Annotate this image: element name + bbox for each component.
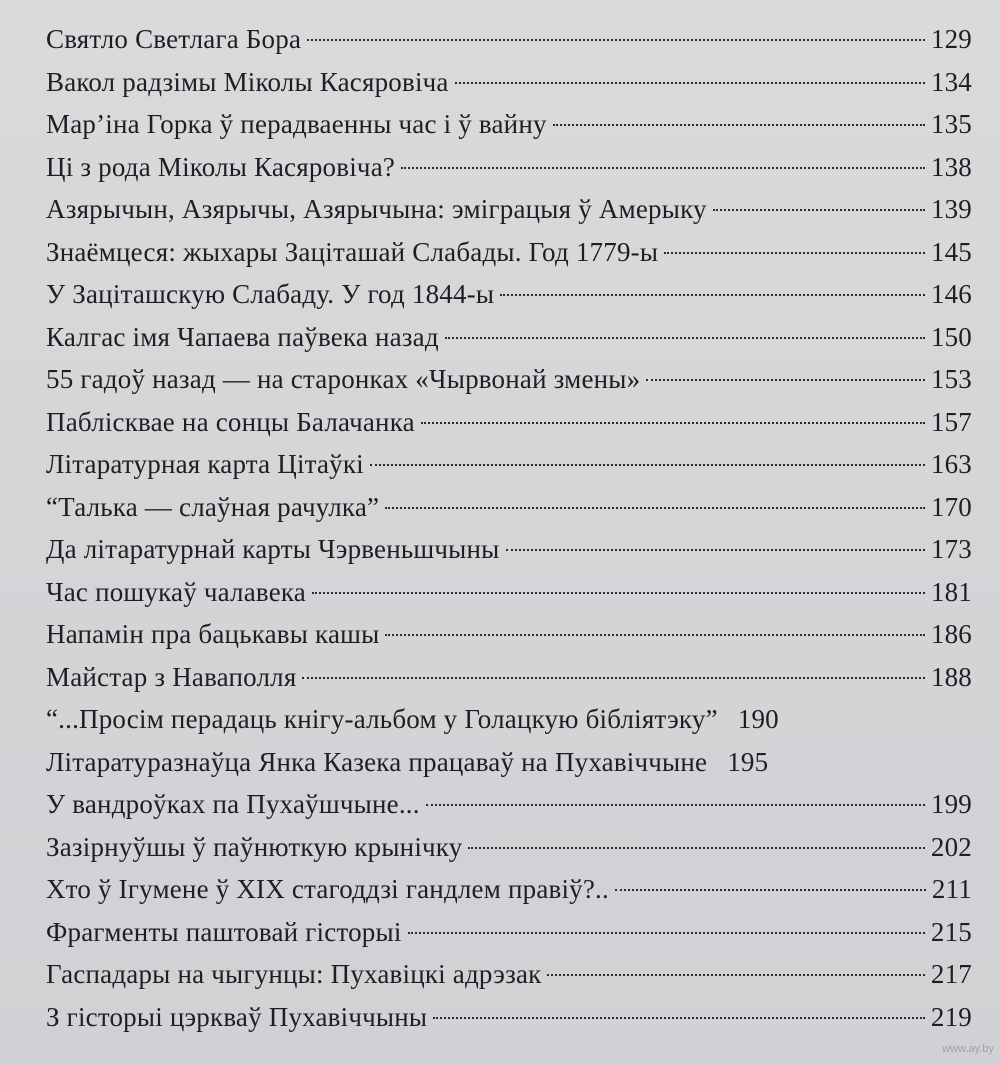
site-watermark: www.ay.by — [942, 1043, 994, 1055]
toc-entry — [46, 783, 972, 826]
toc-entry — [46, 316, 972, 359]
toc-page-number: 157 — [930, 406, 972, 437]
toc-dot-leader — [615, 889, 926, 891]
toc-page-number: 163 — [930, 449, 972, 479]
toc-entry — [46, 273, 972, 316]
toc-dot-leader — [401, 167, 925, 169]
toc-entry — [46, 656, 972, 699]
toc-entry — [46, 443, 972, 486]
toc-dot-leader — [385, 507, 925, 509]
toc-dot-leader — [385, 634, 924, 636]
toc-dot-leader — [553, 124, 925, 126]
toc-entry-title: Ці з рода Міколы Касяровіча? — [46, 151, 396, 182]
toc-dot-leader — [426, 804, 925, 806]
toc-page-number: 188 — [930, 661, 972, 692]
toc-entry — [46, 613, 972, 656]
toc-page-number: 138 — [930, 151, 972, 182]
toc-dot-leader — [408, 932, 925, 934]
toc-entry — [46, 358, 972, 401]
toc-entry-title: “...Просім перадаць кнігу-альбом у Голацкую бібліятэку” — [46, 704, 718, 734]
toc-page-number: 217 — [930, 959, 972, 989]
toc-dot-leader — [500, 294, 925, 296]
toc-dot-leader — [312, 592, 925, 594]
toc-entry — [46, 528, 972, 571]
toc-entry — [46, 146, 972, 189]
toc-dot-leader — [468, 847, 924, 849]
toc-entry-title: Зазірнуўшы ў паўнюткую крынічку — [46, 831, 463, 862]
toc-entry — [46, 826, 972, 869]
toc-dot-leader — [370, 464, 925, 466]
toc-entry-title: Напамін пра бацькавы кашы — [46, 619, 380, 649]
toc-page-number: 134 — [930, 66, 972, 97]
toc-page-number: 181 — [930, 576, 972, 607]
toc-page-number: 211 — [931, 874, 972, 904]
toc-page-number: 145 — [930, 236, 972, 267]
toc-dot-leader — [433, 1017, 925, 1019]
toc-entry-title: Мар’іна Горка ў перадваенны час і ў вайну — [46, 109, 547, 139]
toc-page-number: 173 — [930, 534, 972, 564]
toc-entry — [46, 698, 972, 741]
toc-entry-title: Вакол радзімы Міколы Касяровіча — [46, 66, 449, 97]
toc-entry-title: Азярычын, Азярычы, Азярычына: эміграцыя ў Амерыку — [46, 194, 707, 224]
toc-page-number: 190 — [737, 704, 779, 734]
toc-dot-leader — [455, 82, 925, 84]
toc-page-number: 139 — [930, 194, 972, 224]
toc-entry — [46, 911, 972, 954]
toc-dot-leader — [302, 677, 924, 679]
toc-page-number: 219 — [930, 1001, 972, 1032]
toc-entry — [46, 188, 972, 231]
toc-entry-title: Гаспадары на чыгунцы: Пухавіцкі адрэзак — [46, 959, 542, 989]
toc-entry-title: Паблісквае на сонцы Балачанка — [46, 406, 415, 437]
toc-page-number: 150 — [930, 321, 972, 352]
toc-entry-title: “Талька — слаўная рачулка” — [46, 491, 380, 522]
toc-entry — [46, 18, 972, 61]
toc-entry — [46, 231, 972, 274]
toc-entry — [46, 486, 972, 529]
toc-entry — [46, 996, 972, 1039]
toc-page-number: 129 — [930, 24, 972, 54]
toc-entry-title: Літаратурная карта Цітаўкі — [46, 449, 364, 479]
toc-dot-leader — [646, 379, 925, 381]
toc-entry — [46, 953, 972, 996]
toc-entry-title: З гісторыі цэркваў Пухавіччыны — [46, 1001, 428, 1032]
toc-page-number: 202 — [930, 831, 972, 862]
table-of-contents — [46, 18, 972, 1038]
toc-dot-leader — [713, 209, 925, 211]
toc-entry-title: У Заціташскую Слабаду. У год 1844-ы — [46, 279, 495, 309]
toc-page-number: 146 — [930, 279, 972, 309]
toc-page-number: 199 — [930, 789, 972, 819]
toc-page-number: 215 — [930, 916, 972, 947]
toc-entry-title: У вандроўках па Пухаўшчыне... — [46, 789, 420, 819]
toc-entry-title: 55 гадоў назад — на старонках «Чырвонай змены» — [46, 364, 641, 394]
toc-entry — [46, 868, 972, 911]
toc-entry — [46, 103, 972, 146]
toc-entry-title: Літаратуразнаўца Янка Казека працаваў на Пухавіччыне — [46, 746, 708, 777]
toc-entry — [46, 61, 972, 104]
toc-entry-title: Знаёмцеся: жыхары Заціташай Слабады. Год 1779-ы — [46, 236, 659, 267]
toc-entry-title: Майстар з Наваполля — [46, 661, 297, 692]
toc-page-number: 153 — [930, 364, 972, 394]
toc-entry-title: Хто ў Ігумене ў XIX стагоддзі гандлем правіў?.. — [46, 874, 609, 904]
toc-dot-leader — [547, 974, 924, 976]
toc-entry — [46, 401, 972, 444]
toc-dot-leader — [664, 252, 925, 254]
toc-page-number: 170 — [930, 491, 972, 522]
toc-entry-title: Час пошукаў чалавека — [46, 576, 306, 607]
toc-page-number: 135 — [930, 109, 972, 139]
toc-entry-title: Фрагменты паштовай гісторыі — [46, 916, 402, 947]
toc-entry-title: Калгас імя Чапаева паўвека назад — [46, 321, 439, 352]
toc-dot-leader — [445, 337, 925, 339]
toc-page-number: 186 — [930, 619, 972, 649]
toc-dot-leader — [506, 549, 925, 551]
toc-dot-leader — [421, 422, 925, 424]
toc-dot-leader — [307, 39, 925, 41]
toc-entry-title: Да літаратурнай карты Чэрвеньшчыны — [46, 534, 500, 564]
toc-page-number: 195 — [727, 746, 769, 777]
toc-entry-title: Святло Светлага Бора — [46, 24, 302, 54]
toc-entry — [46, 741, 972, 784]
toc-entry — [46, 571, 972, 614]
